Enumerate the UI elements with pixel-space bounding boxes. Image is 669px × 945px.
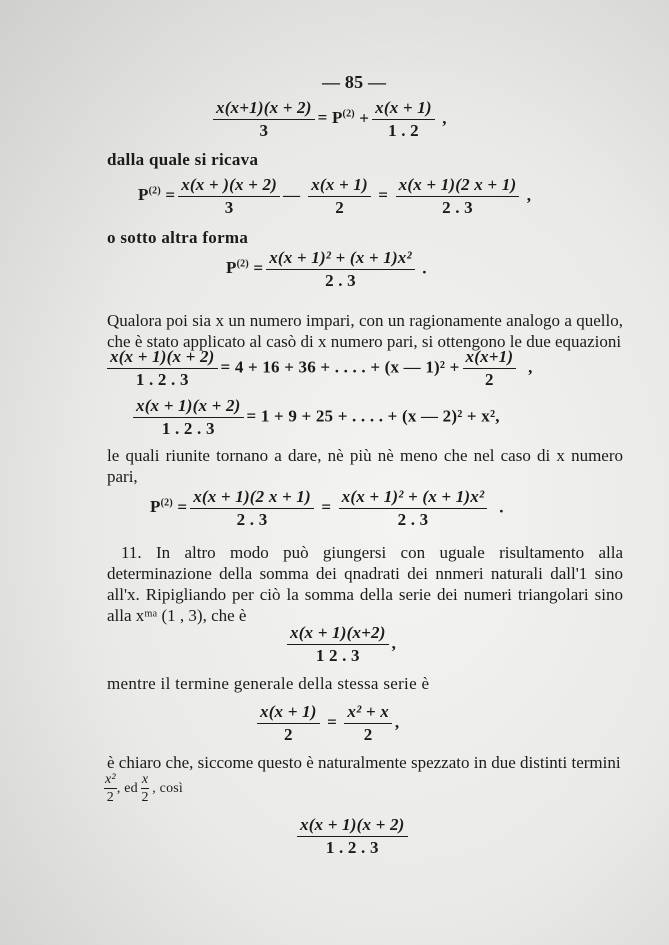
p: P [226,258,237,278]
numerator: x(x + 1)(x+2) [287,623,389,645]
comma: , [442,108,447,128]
period: . [499,497,504,517]
equation-8 [254,702,399,745]
numerator: x(x + 1)(x + 2) [107,347,218,369]
fraction [107,347,218,390]
fraction [463,347,517,390]
superscript: (2) [342,108,355,120]
equation-9 [294,815,411,858]
fraction [133,396,244,439]
superscript: (2) [148,185,161,197]
denominator: 2 . 3 [236,510,268,529]
minus: — [283,185,301,205]
equals-p: = P [317,108,343,128]
denominator: 2 [106,790,114,805]
section-11-paragraph: 11. In altro modo può giungersi con uguale risultamento alla determinazione della somma dei qnadrati dei nnmeri naturali dall'1 sino all'x. Ripigliando per ciò la somma della serie dei numeri triangolari sino alla xᵐᵃ (1 , 3), che è [107,543,623,625]
comma: , [394,712,400,732]
denominator: 3 [224,198,234,217]
denominator: 2 . 3 [442,198,473,217]
text: , ed [116,781,138,797]
numerator: x(x + 1)² + (x + 1)x² [266,248,415,270]
equals: = [327,712,337,732]
p-symbol [138,185,161,204]
fraction [287,623,389,666]
fraction [141,772,149,806]
p-symbol [150,497,173,516]
equation-3 [226,248,427,291]
comma: , [391,633,397,653]
equals: = [177,497,188,517]
fraction [190,487,314,530]
fraction [308,175,371,218]
fraction [339,487,488,530]
fraction [257,702,320,745]
numerator: x(x + 1) [308,175,371,197]
fraction [213,98,315,141]
numerator: x(x+1) [463,347,517,369]
paragraph: Qualora poi sia x un numero impari, con un ragionamente analogo a quello, che è stato applicato al casò di x numero pari, si ottengono le due equazioni [107,311,623,351]
comma: , [526,185,532,205]
denominator: 2 . 3 [325,271,356,290]
numerator: x² [105,772,116,787]
p: P [138,185,149,205]
denominator: 2 [141,790,149,805]
equals: = [321,497,332,517]
denominator: 2 [283,725,293,744]
numerator: x(x + 1)² + (x + 1)x² [339,487,488,509]
page-number: — 85 — [322,72,387,92]
series-rhs: = 4 + 16 + 36 + . . . . + (x — 1)² + [220,357,460,377]
numerator: x(x + 1) [372,98,435,120]
equation-7 [284,623,396,666]
equation-6 [150,487,504,530]
equation-4 [104,347,533,390]
fraction [178,175,280,218]
paragraph: è chiaro che, siccome questo è naturalmente spezzato in due distinti termini [107,753,621,772]
denominator: 1 2 . 3 [315,646,360,665]
paragraph: le quali riunite tornano a dare, nè più nè meno che nel caso di x numero pari, [107,446,623,486]
text: , così [152,781,184,797]
equation-2 [138,175,531,218]
plus: + [359,108,370,128]
denominator: 2 [485,370,494,389]
denominator: 2 . 3 [397,510,429,529]
numerator: x(x + 1)(2 x + 1) [396,175,520,197]
numerator: x(x + 1)(x + 2) [133,396,244,418]
fraction [396,175,520,218]
superscript: (2) [236,258,249,270]
p-symbol [226,258,249,277]
denominator: 2 [335,198,344,217]
text-line: dalla quale si ricava [107,150,259,169]
fraction [104,772,117,806]
superscript: (2) [160,497,173,509]
numerator: x [141,772,149,787]
denominator: 3 [259,121,269,140]
denominator: 1 . 2 . 3 [161,419,215,438]
denominator: 2 [363,725,373,744]
period: . [422,258,427,278]
equation-1 [210,98,447,141]
numerator: x(x + 1) [257,702,320,724]
equals: = [165,185,176,205]
fraction [344,702,391,745]
fraction [372,98,435,141]
text-line: mentre il termine generale della stessa serie è [107,674,430,693]
fraction [266,248,415,291]
fractions-line [104,772,183,806]
fraction [297,815,408,858]
denominator: 1 . 2 [388,121,419,140]
numerator: x(x+1)(x + 2) [213,98,315,120]
numerator: x(x + 1)(x + 2) [297,815,408,837]
p-symbol [318,108,355,127]
numerator: x² + x [344,702,391,724]
denominator: 1 . 2 . 3 [135,370,189,389]
comma: , [528,357,533,377]
text-line: o sotto altra forma [107,228,249,247]
equation-5 [130,396,500,439]
equals: = [378,185,389,205]
denominator: 1 . 2 . 3 [325,838,379,857]
numerator: x(x + )(x + 2) [178,175,280,197]
numerator: x(x + 1)(2 x + 1) [190,487,314,509]
p: P [150,497,161,517]
equals: = [253,258,264,278]
series-rhs: = 1 + 9 + 25 + . . . . + (x — 2)² + x², [246,406,500,426]
